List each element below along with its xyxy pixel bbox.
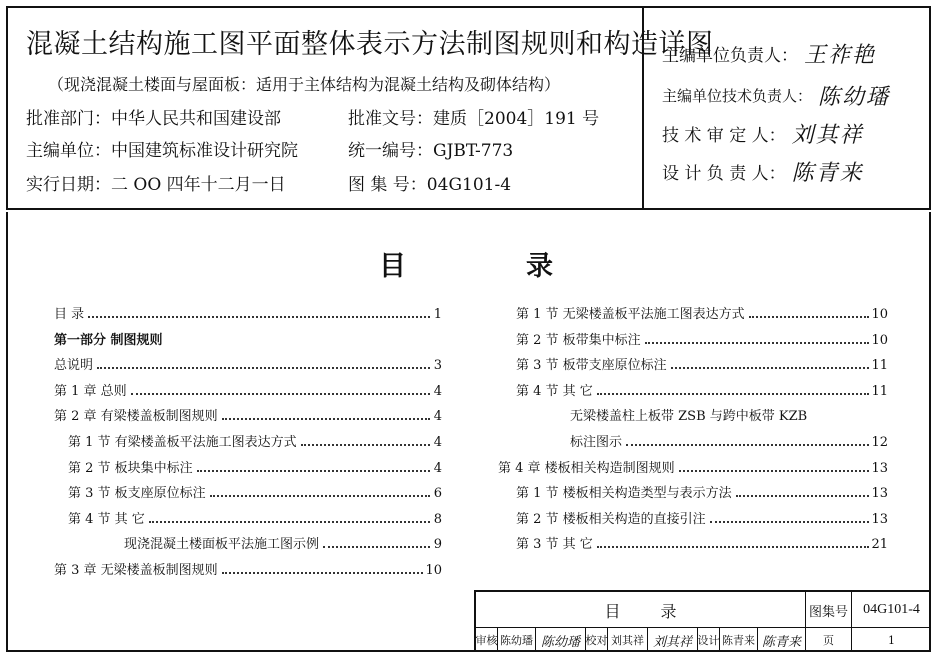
approval-number: 批准文号：建质［2004］191 号 bbox=[348, 109, 600, 129]
review-name: 陈幼璠 bbox=[498, 628, 536, 652]
page-value: 1 bbox=[888, 633, 895, 647]
toc-entry bbox=[570, 406, 888, 424]
toc-entry-label: 总说明 bbox=[54, 358, 94, 374]
toc-leader-dots bbox=[131, 393, 430, 395]
signature-row bbox=[662, 118, 864, 149]
toc-entry bbox=[54, 406, 442, 424]
signature-row bbox=[662, 80, 890, 111]
toc-entry-page: 10 bbox=[871, 307, 888, 322]
unified-number: 统一编号：GJBT-773 bbox=[348, 141, 514, 161]
toc-leader-dots bbox=[597, 546, 870, 548]
toc-entry-page: 11 bbox=[871, 358, 888, 374]
handwritten-signature: 陈幼璠 bbox=[818, 85, 891, 110]
toc-leader-dots bbox=[222, 572, 424, 574]
toc-entry bbox=[68, 458, 442, 476]
table-of-contents bbox=[6, 212, 931, 652]
toc-entry-page: 4 bbox=[433, 435, 442, 450]
toc-entry-page: 13 bbox=[871, 511, 888, 527]
toc-entry-page: 4 bbox=[433, 383, 442, 399]
toc-entry-label: 第 1 节 有梁楼盖板平法施工图表达方式 bbox=[68, 435, 297, 450]
toc-entry-label: 第 2 章 有梁楼盖板制图规则 bbox=[54, 409, 218, 425]
toc-entry bbox=[570, 432, 888, 450]
toc-leader-dots bbox=[671, 367, 870, 369]
toc-leader-dots bbox=[222, 418, 430, 420]
signature-label: 主编单位技术负责人： bbox=[662, 87, 813, 105]
title-block bbox=[474, 590, 931, 652]
toc-leader-dots bbox=[597, 393, 870, 395]
toc-entry-page: 3 bbox=[433, 358, 442, 374]
toc-entry bbox=[54, 330, 442, 348]
signature-label: 主编单位负责人： bbox=[662, 46, 798, 66]
handwritten-signature: 陈青来 bbox=[791, 161, 864, 186]
toc-entry bbox=[516, 330, 888, 348]
approval-department: 批准部门：中华人民共和国建设部 bbox=[26, 109, 281, 129]
toc-leader-dots bbox=[210, 495, 430, 497]
toc-entry-label: 第 2 节 板块集中标注 bbox=[68, 460, 193, 476]
toc-entry bbox=[516, 355, 888, 373]
review-label: 审核 bbox=[476, 628, 498, 652]
info-row-date bbox=[26, 170, 512, 195]
toc-entry bbox=[498, 458, 888, 476]
design-signature: 陈青来 bbox=[758, 628, 806, 652]
toc-entry-label: 第 1 章 总则 bbox=[54, 383, 127, 399]
toc-entry bbox=[54, 381, 442, 399]
signature-label: 设 计 负 责 人： bbox=[662, 164, 786, 184]
title-block-row bbox=[476, 628, 931, 652]
toc-entry bbox=[516, 534, 888, 552]
toc-entry-page: 10 bbox=[871, 332, 888, 348]
toc-entry-page: 21 bbox=[871, 537, 888, 553]
title-block-row bbox=[476, 592, 931, 628]
toc-entry-label: 现浇混凝土楼面板平法施工图示例 bbox=[124, 537, 320, 553]
effective-date: 实行日期：二 OO 四年十二月一日 bbox=[26, 175, 286, 195]
toc-leader-dots bbox=[197, 470, 430, 472]
toc-leader-dots bbox=[323, 546, 430, 548]
toc-entry-label: 第 2 节 楼板相关构造的直接引注 bbox=[516, 511, 706, 527]
atlas-label: 图集号 bbox=[806, 592, 852, 628]
toc-leader-dots bbox=[97, 367, 430, 369]
toc-entry-label: 第一部分 制图规则 bbox=[54, 332, 163, 348]
check-name: 刘其祥 bbox=[608, 628, 648, 652]
info-row-approval bbox=[26, 104, 600, 129]
toc-title: 目录 bbox=[379, 251, 673, 282]
toc-leader-dots bbox=[736, 495, 870, 497]
toc-entry bbox=[516, 483, 888, 501]
toc-leader-dots bbox=[88, 316, 430, 318]
toc-leader-dots bbox=[749, 316, 870, 318]
drawing-name: 目录 bbox=[476, 592, 806, 628]
toc-entry-page: 8 bbox=[433, 511, 442, 527]
toc-entry-page: 12 bbox=[871, 435, 888, 450]
toc-entry bbox=[68, 483, 442, 501]
signature-row bbox=[662, 38, 876, 69]
toc-entry-label: 第 2 节 板带集中标注 bbox=[516, 332, 641, 348]
toc-entry bbox=[124, 534, 442, 552]
toc-entry-label: 第 3 章 无梁楼盖板制图规则 bbox=[54, 563, 218, 578]
toc-entry-label: 第 3 节 板支座原位标注 bbox=[68, 486, 206, 502]
toc-entry-label: 第 3 节 其 它 bbox=[516, 537, 593, 553]
toc-entry-label: 第 4 章 楼板相关构造制图规则 bbox=[498, 460, 675, 476]
toc-entry bbox=[516, 304, 888, 322]
header-info bbox=[8, 8, 714, 208]
toc-leader-dots bbox=[710, 521, 870, 523]
header-block bbox=[6, 6, 931, 210]
toc-entry-label: 第 1 节 楼板相关构造类型与表示方法 bbox=[516, 486, 732, 502]
toc-entry-page: 11 bbox=[871, 383, 888, 399]
design-label: 设计 bbox=[698, 628, 720, 652]
toc-entry-page: 4 bbox=[433, 460, 442, 476]
toc-entry-label: 第 1 节 无梁楼盖板平法施工图表达方式 bbox=[516, 307, 745, 322]
toc-entry-page: 1 bbox=[433, 307, 442, 322]
toc-entry-page: 13 bbox=[871, 460, 888, 476]
toc-leader-dots bbox=[149, 521, 430, 523]
toc-leader-dots bbox=[645, 342, 870, 344]
signature-label: 技 术 审 定 人： bbox=[662, 126, 786, 146]
toc-entry bbox=[54, 560, 442, 578]
toc-entry-page: 9 bbox=[433, 537, 442, 553]
toc-entry-page: 10 bbox=[425, 563, 442, 578]
toc-entry bbox=[54, 355, 442, 373]
handwritten-signature: 王祚艳 bbox=[804, 43, 877, 68]
page-label: 页 bbox=[806, 628, 852, 652]
signature-row bbox=[662, 156, 864, 187]
subtitle: （现浇混凝土楼面与屋面板：适用于主体结构为混凝土结构及砌体结构） bbox=[48, 75, 561, 94]
toc-entry-label: 第 3 节 板带支座原位标注 bbox=[516, 358, 667, 374]
toc-entry bbox=[516, 381, 888, 399]
atlas-number: 图 集 号：04G101-4 bbox=[348, 175, 512, 195]
toc-entry-page: 6 bbox=[433, 486, 442, 502]
toc-entry-page: 13 bbox=[871, 486, 888, 502]
toc-entry-label: 标注图示 bbox=[570, 435, 623, 450]
toc-entry bbox=[516, 509, 888, 527]
toc-entry-label: 第 4 节 其 它 bbox=[516, 383, 593, 399]
toc-entry bbox=[68, 509, 442, 527]
atlas-value: 04G101-4 bbox=[863, 602, 920, 617]
handwritten-signature: 刘其祥 bbox=[791, 123, 864, 148]
toc-leader-dots bbox=[301, 444, 430, 446]
toc-entry bbox=[68, 432, 442, 450]
check-label: 校对 bbox=[586, 628, 608, 652]
toc-leader-dots bbox=[626, 444, 869, 446]
design-name: 陈青来 bbox=[720, 628, 758, 652]
toc-entry-label: 第 4 节 其 它 bbox=[68, 511, 145, 527]
check-signature: 刘其祥 bbox=[648, 628, 698, 652]
toc-entry bbox=[54, 304, 442, 322]
toc-entry-label: 无梁楼盖柱上板带 ZSB 与跨中板带 KZB bbox=[570, 409, 808, 425]
toc-leader-dots bbox=[679, 470, 870, 472]
chief-editor-unit: 主编单位：中国建筑标准设计研究院 bbox=[26, 141, 298, 161]
toc-entry-page: 4 bbox=[433, 409, 442, 425]
toc-entry-label: 目 录 bbox=[54, 307, 85, 322]
review-signature: 陈幼璠 bbox=[536, 628, 586, 652]
header-signatures bbox=[646, 8, 929, 208]
info-row-editor bbox=[26, 136, 514, 161]
main-title: 混凝土结构施工图平面整体表示方法制图规则和构造详图 bbox=[26, 29, 714, 60]
